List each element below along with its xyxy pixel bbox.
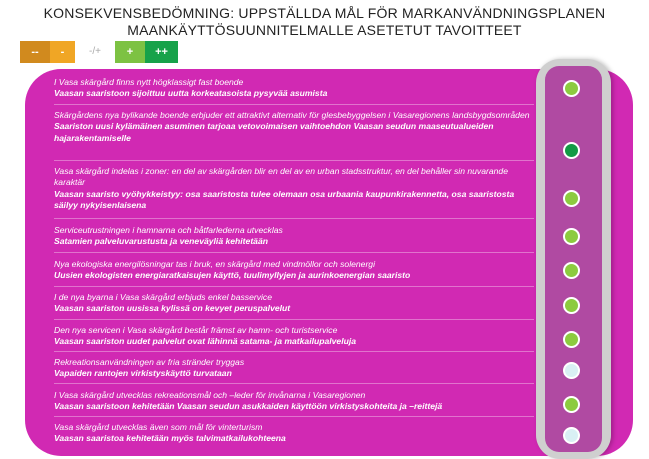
- goal-row: [54, 166, 534, 212]
- goal-row: [54, 110, 534, 144]
- goal-swedish-text: Den nya servicen i Vasa skärgård består främst av hamn- och turistservice: [54, 325, 338, 335]
- title-line-swedish: KONSEKVENSBEDÖMNING: UPPSTÄLLDA MÅL FÖR MARKANVÄNDNINGSPLANEN: [43, 5, 606, 21]
- goal-swedish-text: I de nya byarna i Vasa skärgård erbjuds enkel basservice: [54, 292, 272, 302]
- goal-finnish-text: Uusien ekologisten energiaratkaisujen käyttö, tuulimyllyjen ja aurinkoenergian saaristo: [54, 270, 411, 281]
- row-divider: [54, 383, 534, 384]
- legend-positive: +: [115, 41, 145, 63]
- page-title: [0, 5, 649, 39]
- rating-dot-light-green: [563, 190, 580, 207]
- rating-dot-dark-green: [563, 142, 580, 159]
- row-divider: [54, 252, 534, 253]
- rating-dot-light-green: [563, 80, 580, 97]
- title-line-finnish: MAANKÄYTTÖSUUNNITELMALLE ASETETUT TAVOITTEET: [127, 22, 522, 38]
- goal-row: [54, 225, 534, 248]
- goal-swedish-text: Skärgårdens nya bylikande boende erbjuder ett attraktivt alternativ för glesbebyggelsen i Vasaregionens landsbygdsområden: [54, 110, 530, 120]
- goal-finnish-text: Satamien palveluvarustusta ja veneväyliä kehitetään: [54, 236, 268, 247]
- goal-row: [54, 357, 534, 380]
- goal-row: [54, 259, 534, 282]
- goal-swedish-text: Vasa skärgård indelas i zoner: en del av skärgården blir en del av en urban stadsstruktur, en del behåller sin nuvarande karaktär: [54, 166, 508, 188]
- goal-finnish-text: Vaasan saaristoon kehitetään Vaasan seudun asukkaiden käyttöön virkistyskohteita ja –reittejä: [54, 401, 443, 412]
- row-divider: [54, 218, 534, 219]
- goal-row: [54, 325, 534, 348]
- row-divider: [54, 351, 534, 352]
- row-divider: [54, 286, 534, 287]
- goal-swedish-text: I Vasa skärgård utvecklas rekreationsmål och –leder för invånarna i Vasaregionen: [54, 390, 366, 400]
- rating-dot-light-green: [563, 262, 580, 279]
- rating-dot-light-green: [563, 297, 580, 314]
- goal-swedish-text: Nya ekologiska energilösningar tas i bruk, en skärgård med vindmöllor och solenergi: [54, 259, 375, 269]
- goal-row: [54, 422, 534, 445]
- legend-negative: -: [50, 41, 75, 63]
- goal-row: [54, 390, 534, 413]
- rating-column: [545, 66, 602, 452]
- goal-row: [54, 292, 534, 315]
- row-divider: [54, 160, 534, 161]
- row-divider: [54, 416, 534, 417]
- row-divider: [54, 319, 534, 320]
- legend-neutral: -/+: [89, 46, 101, 57]
- goal-finnish-text: Vapaiden rantojen virkistyskäyttö turvataan: [54, 368, 232, 379]
- goal-finnish-text: Vaasan saaristoa kehitetään myös talvimatkailukohteena: [54, 433, 286, 444]
- goal-swedish-text: Rekreationsanvändningen av fria stränder tryggas: [54, 357, 245, 367]
- rating-dot-light-blue: [563, 427, 580, 444]
- goal-swedish-text: I Vasa skärgård finns nytt högklassigt fast boende: [54, 77, 244, 87]
- goal-swedish-text: Serviceutrustningen i hamnarna och båtfarlederna utvecklas: [54, 225, 283, 235]
- goal-finnish-text: Vaasan saaristo vyöhykkeistyy: osa saaristosta tulee olemaan osa urbaania kaupunkirakennetta, osa saaristosta säilyy nykyisenlaisena: [54, 188, 515, 211]
- rating-dot-light-green: [563, 396, 580, 413]
- goal-row: [54, 77, 534, 100]
- legend-very-negative: --: [20, 41, 50, 63]
- goal-swedish-text: Vasa skärgård utvecklas även som mål för vinterturism: [54, 422, 263, 432]
- rating-dot-light-blue: [563, 362, 580, 379]
- legend-very-positive: ++: [145, 41, 178, 63]
- goal-finnish-text: Vaasan saaristoon sijoittuu uutta korkeatasoista pysyvää asumista: [54, 88, 328, 99]
- rating-dot-light-green: [563, 331, 580, 348]
- goal-finnish-text: Saariston uusi kylämäinen asuminen tarjoaa vetovoimaisen vaihtoehdon Vaasan seudun maaseutualueiden hajarakentamiselle: [54, 121, 494, 143]
- rating-dot-light-green: [563, 228, 580, 245]
- goal-finnish-text: Vaasan saariston uudet palvelut ovat lähinnä satama- ja matkailupalveluja: [54, 336, 357, 347]
- goal-finnish-text: Vaasan saariston uusissa kylissä on kevyet peruspalvelut: [54, 303, 291, 314]
- row-divider: [54, 104, 534, 105]
- rating-legend: [20, 41, 200, 63]
